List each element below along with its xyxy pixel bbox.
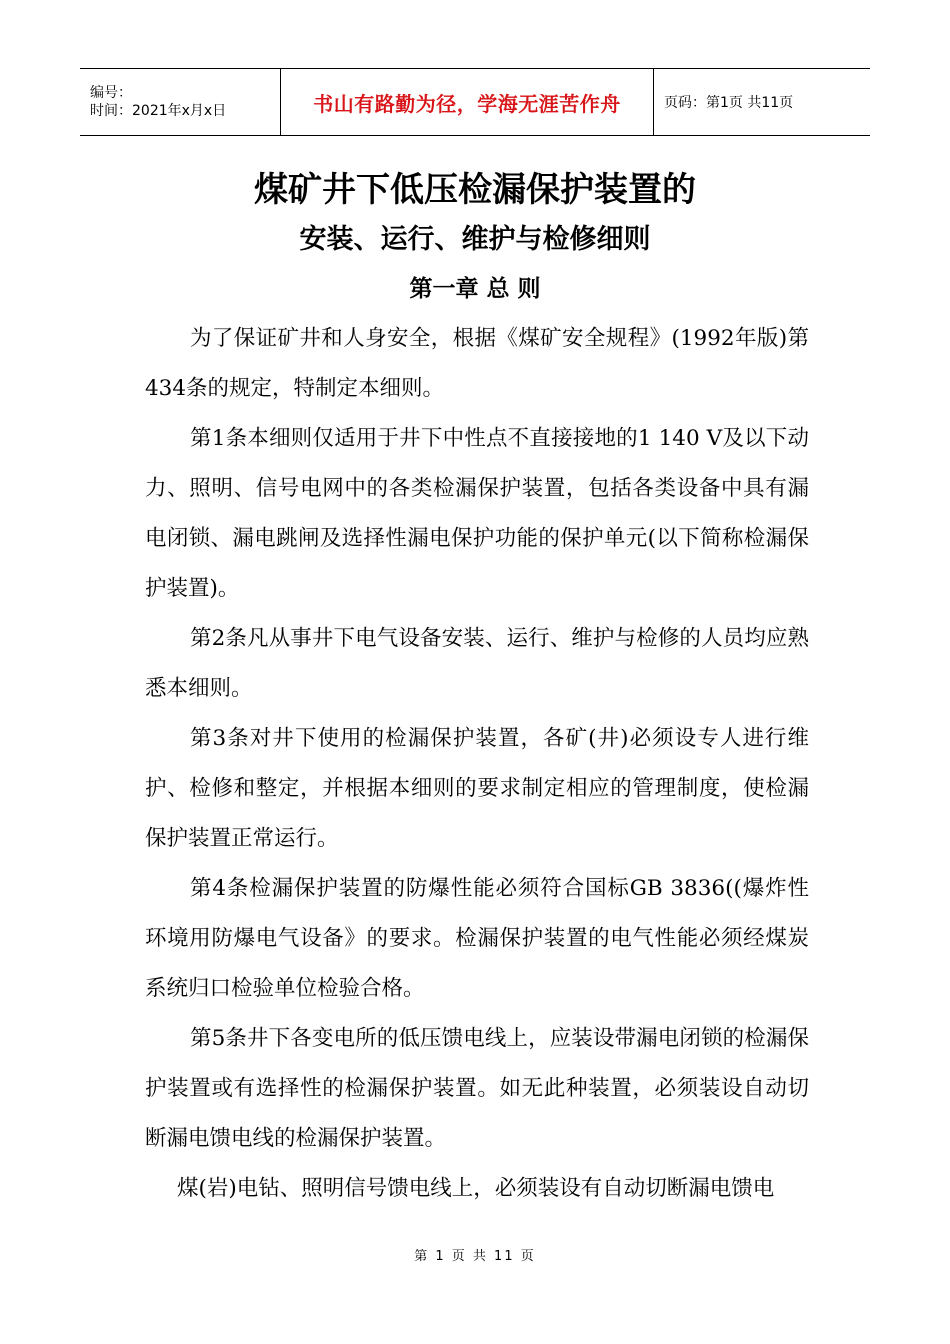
motto-text: 书山有路勤为径，学海无涯苦作舟 <box>313 91 621 116</box>
header-page-code <box>654 69 870 135</box>
paragraph-article-3: 第3条对井下使用的检漏保护装置，各矿(井)必须设专人进行维护、检修和整定，并根据本细则的要求制定相应的管理制度，使检漏保护装置正常运行。 <box>145 726 809 851</box>
document-title-line1: 煤矿井下低压检漏保护装置的 <box>254 170 696 210</box>
paragraph-article-5-continued: 煤(岩)电钻、照明信号馈电线上，必须装设有自动切断漏电馈电 <box>177 1176 775 1201</box>
paragraph-article-5: 第5条井下各变电所的低压馈电线上，应装设带漏电闭锁的检漏保护装置或有选择性的检漏保护装置。如无此种装置，必须装设自动切断漏电馈电线的检漏保护装置。 <box>145 1026 809 1151</box>
time-label: 时间：2021年x月x日 <box>90 103 227 119</box>
page-footer: 第 1 页 共 11 页 <box>414 1249 536 1264</box>
page-code-text: 页码：第1页 共11页 <box>664 95 794 111</box>
paragraph-article-1: 第1条本细则仅适用于井下中性点不直接接地的1 140 V及以下动力、照明、信号电网中的各类检漏保护装置，包括各类设备中具有漏电闭锁、漏电跳闸及选择性漏电保护功能的保护单元(以下简称检漏保护装置)。 <box>145 426 809 601</box>
number-label: 编号： <box>90 85 132 101</box>
document-body <box>145 314 809 1214</box>
paragraph-article-4: 第4条检漏保护装置的防爆性能必须符合国标GB 3836((爆炸性环境用防爆电气设备》的要求。检漏保护装置的电气性能必须经煤炭系统归口检验单位检验合格。 <box>145 876 809 1001</box>
paragraph-intro: 为了保证矿井和人身安全，根据《煤矿安全规程》(1992年版)第434条的规定，特制定本细则。 <box>145 326 809 401</box>
chapter-heading: 第一章 总 则 <box>409 276 541 302</box>
paragraph-article-2: 第2条凡从事井下电气设备安装、运行、维护与检修的人员均应熟悉本细则。 <box>145 626 809 701</box>
document-header <box>80 68 870 136</box>
header-motto-cell <box>280 69 654 135</box>
header-meta <box>80 69 280 135</box>
document-title-line2: 安装、运行、维护与检修细则 <box>299 224 651 255</box>
